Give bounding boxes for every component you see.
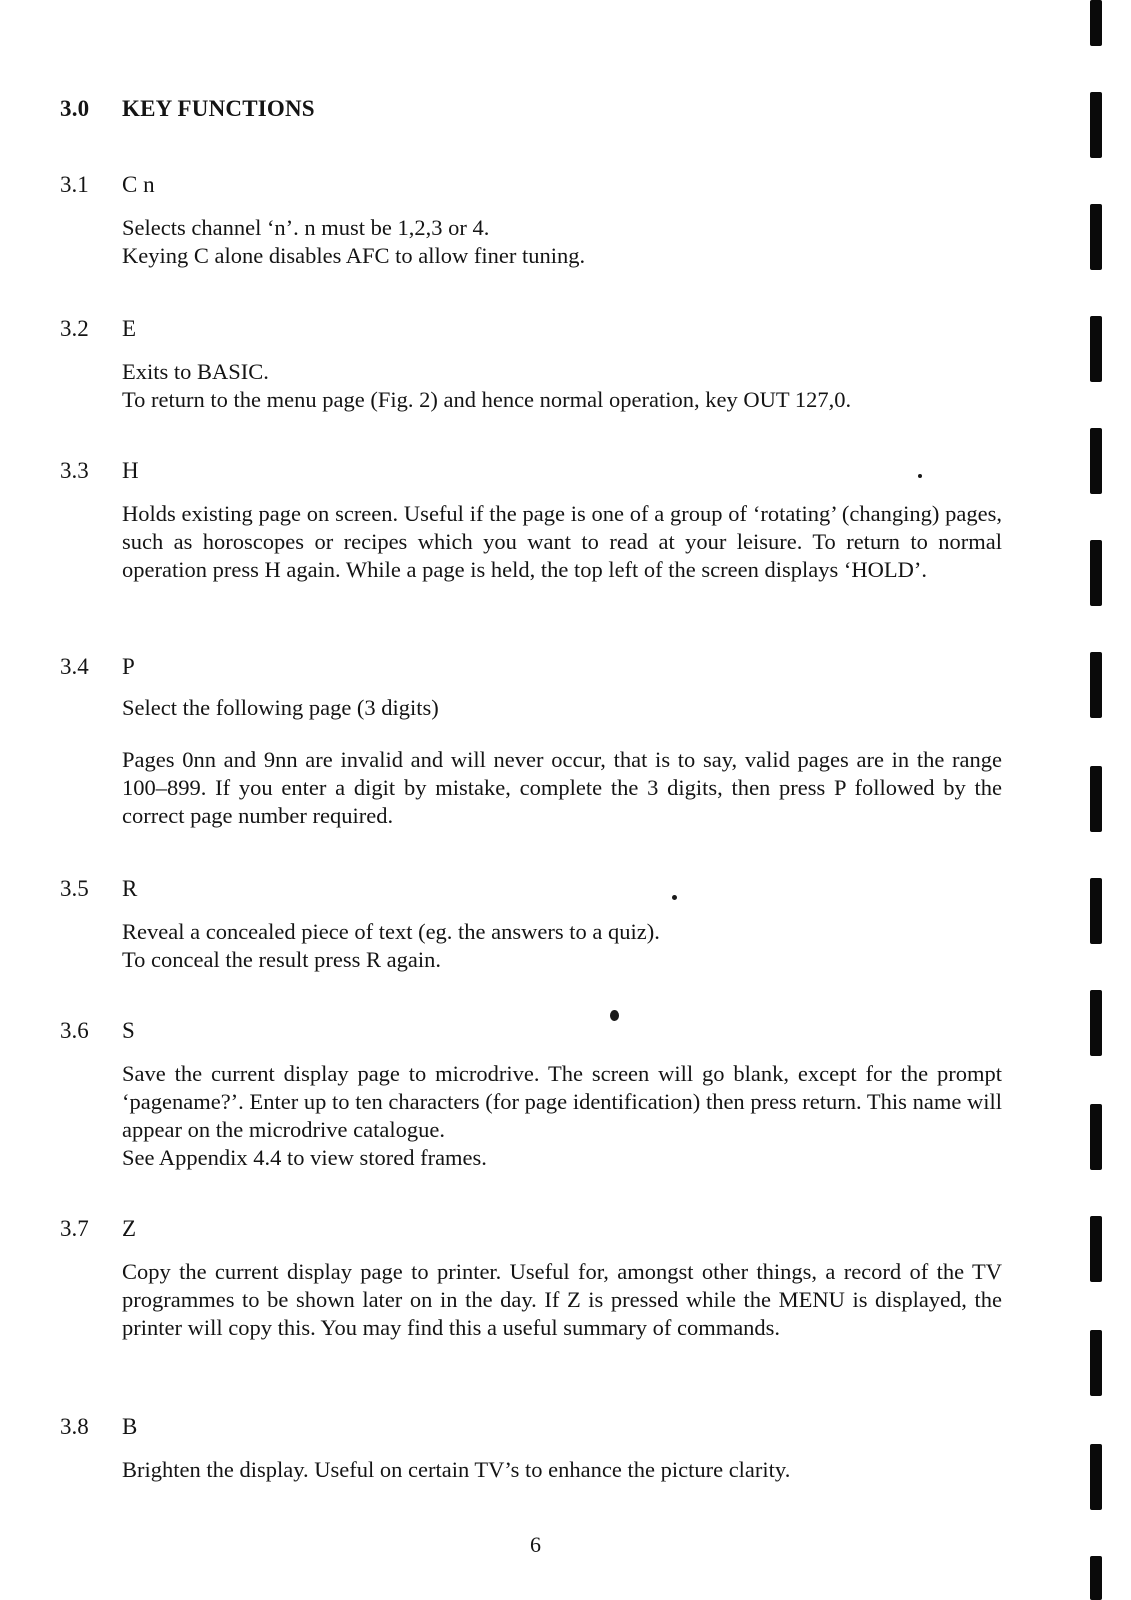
scan-edge-mark bbox=[1090, 1444, 1102, 1510]
ink-speck bbox=[918, 474, 922, 478]
section-3-8-body bbox=[122, 1456, 1002, 1484]
body-paragraph: Select the following page (3 digits) bbox=[122, 695, 439, 720]
scan-edge-mark bbox=[1090, 878, 1102, 944]
scan-edge-mark bbox=[1090, 1216, 1102, 1282]
page-number: 6 bbox=[530, 1532, 541, 1557]
section-number: 3.8 bbox=[60, 1414, 89, 1439]
section-number: 3.5 bbox=[60, 876, 89, 901]
section-number: 3.6 bbox=[60, 1018, 89, 1043]
scan-edge-mark bbox=[1090, 990, 1102, 1056]
body-paragraph: Copy the current display page to printer. Useful for, amongst other things, a record of the TV programmes to be shown later on in the day. If Z is pressed while the MENU is displayed, the printer will copy this. You may find this a useful summary of commands. bbox=[122, 1259, 1002, 1340]
section-key: H bbox=[122, 458, 139, 483]
scan-edge-mark bbox=[1090, 540, 1102, 606]
heading-number: 3.0 bbox=[60, 96, 90, 121]
heading-title: KEY FUNCTIONS bbox=[122, 96, 315, 121]
scan-edge-mark bbox=[1090, 1104, 1102, 1170]
section-3-5-body bbox=[122, 918, 1002, 974]
body-paragraph: Pages 0nn and 9nn are invalid and will never occur, that is to say, valid pages are in the range 100–899. If you enter a digit by mistake, complete the 3 digits, then press P followed by the correct page number required. bbox=[122, 747, 1002, 828]
section-number: 3.2 bbox=[60, 316, 89, 341]
section-key: P bbox=[122, 654, 135, 679]
body-line: To conceal the result press R again. bbox=[122, 947, 441, 972]
section-3-6-head bbox=[60, 1018, 135, 1044]
section-3-2-body bbox=[122, 358, 1002, 414]
section-key: R bbox=[122, 876, 138, 901]
section-3-7-head bbox=[60, 1216, 136, 1242]
body-paragraph: Save the current display page to microdrive. The screen will go blank, except for the prompt ‘pagename?’. Enter up to ten characters (for page identification) then press return. This name will appear on the microdrive catalogue. bbox=[122, 1061, 1002, 1142]
ink-speck bbox=[610, 1010, 619, 1021]
section-3-1-head bbox=[60, 172, 155, 198]
section-3-3-body bbox=[122, 500, 1002, 584]
section-heading bbox=[60, 96, 315, 122]
section-3-2-head bbox=[60, 316, 136, 342]
section-number: 3.1 bbox=[60, 172, 89, 197]
section-key: E bbox=[122, 316, 137, 341]
scan-edge-mark bbox=[1090, 92, 1102, 158]
section-3-4-head bbox=[60, 654, 135, 680]
section-number: 3.3 bbox=[60, 458, 89, 483]
section-3-1-body bbox=[122, 214, 1002, 270]
section-key: C n bbox=[122, 172, 155, 197]
body-line: Selects channel ‘n’. n must be 1,2,3 or 4. bbox=[122, 215, 490, 240]
body-line: See Appendix 4.4 to view stored frames. bbox=[122, 1145, 487, 1170]
body-line: To return to the menu page (Fig. 2) and hence normal operation, key OUT 127,0. bbox=[122, 387, 852, 412]
section-key: Z bbox=[122, 1216, 137, 1241]
section-number: 3.4 bbox=[60, 654, 89, 679]
body-line: Keying C alone disables AFC to allow finer tuning. bbox=[122, 243, 586, 268]
ink-speck bbox=[672, 895, 677, 900]
section-key: S bbox=[122, 1018, 135, 1043]
body-line: Reveal a concealed piece of text (eg. the answers to a quiz). bbox=[122, 919, 660, 944]
scan-edge-mark bbox=[1090, 1556, 1102, 1600]
section-3-5-head bbox=[60, 876, 137, 902]
scan-edge-mark bbox=[1090, 204, 1102, 270]
section-3-4-body-b bbox=[122, 746, 1002, 830]
section-key: B bbox=[122, 1414, 138, 1439]
section-3-7-body bbox=[122, 1258, 1002, 1342]
body-paragraph: Holds existing page on screen. Useful if the page is one of a group of ‘rotating’ (changing) pages, such as horoscopes or recipes which you want to read at your leisure. To return to normal operation press H again. While a page is held, the top left of the screen displays ‘HOLD’. bbox=[122, 501, 1002, 582]
section-3-8-head bbox=[60, 1414, 137, 1440]
body-line: Brighten the display. Useful on certain TV’s to enhance the picture clarity. bbox=[122, 1457, 791, 1482]
section-3-3-head bbox=[60, 458, 139, 484]
scan-edge-mark bbox=[1090, 652, 1102, 718]
scan-edge-mark bbox=[1090, 766, 1102, 832]
section-number: 3.7 bbox=[60, 1216, 89, 1241]
scan-edge-mark bbox=[1090, 428, 1102, 494]
scan-edge-mark bbox=[1090, 0, 1102, 46]
scan-edge-mark bbox=[1090, 316, 1102, 382]
body-line: Exits to BASIC. bbox=[122, 359, 269, 384]
scan-edge-mark bbox=[1090, 1330, 1102, 1396]
section-3-6-body bbox=[122, 1060, 1002, 1172]
section-3-4-body-a bbox=[122, 694, 1002, 722]
